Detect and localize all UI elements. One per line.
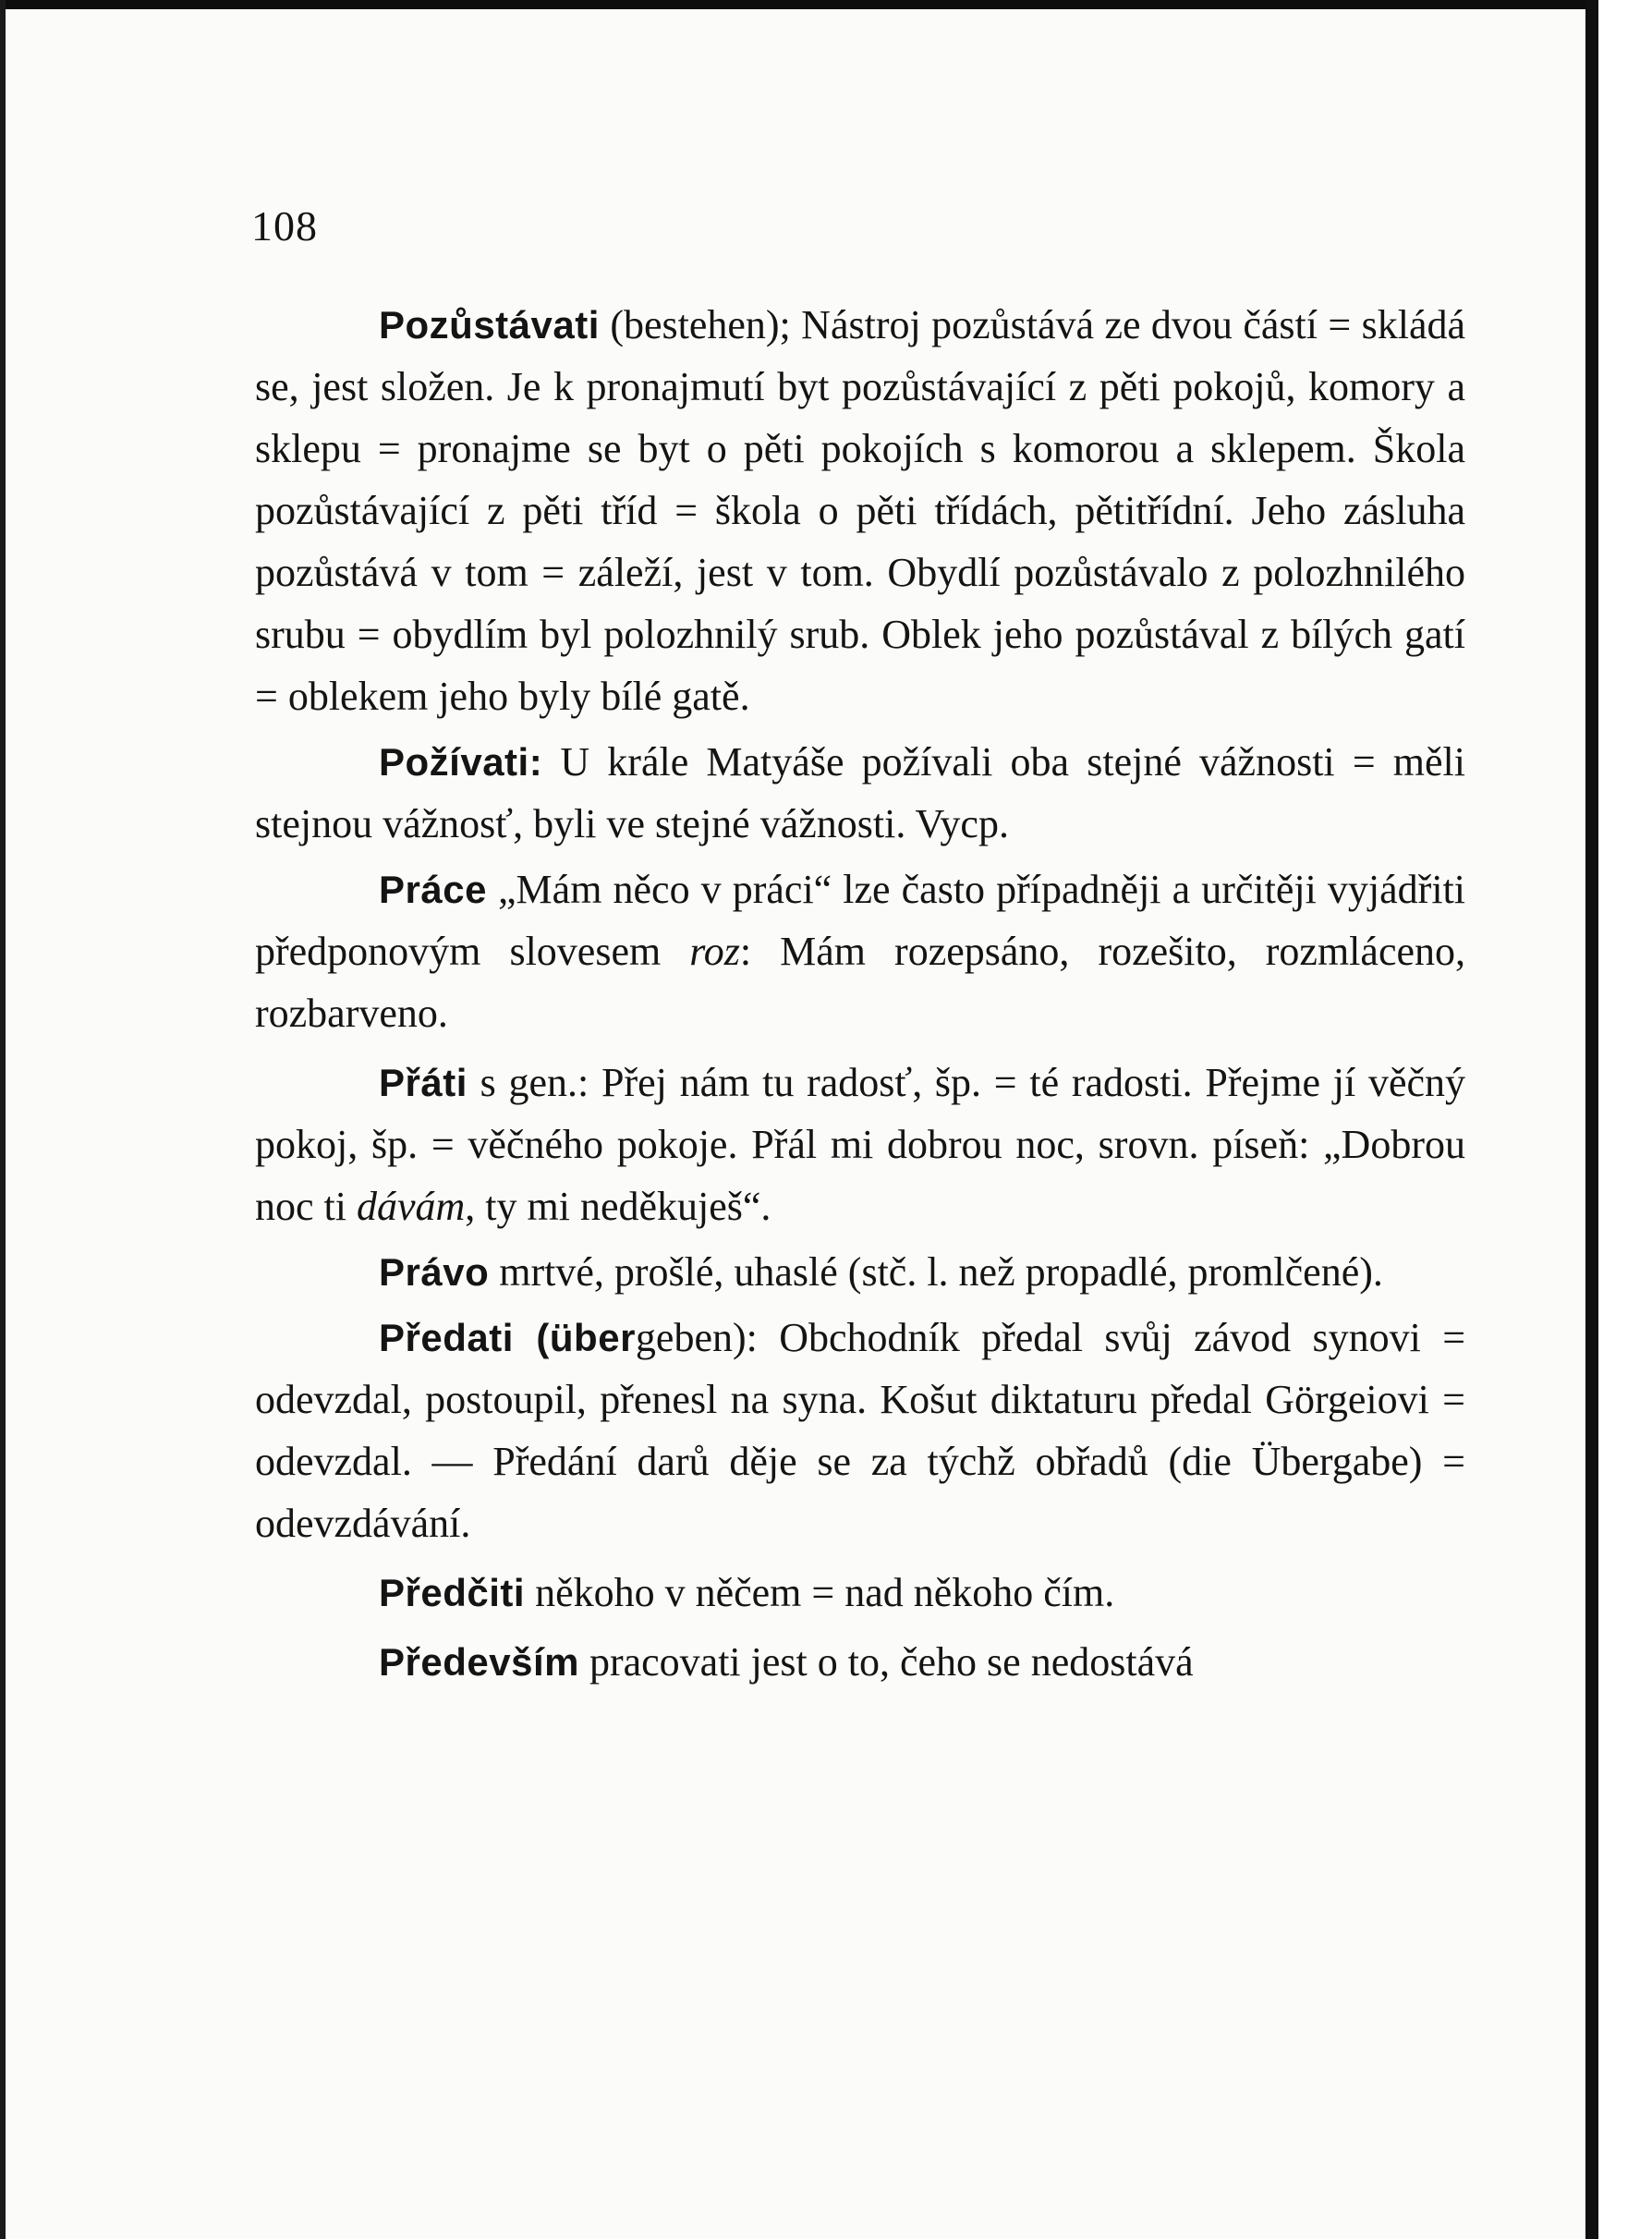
entry-headword: Požívati:	[379, 740, 543, 784]
entry-predciti	[255, 1562, 1465, 1624]
scan-margin-right	[1598, 0, 1652, 2239]
entry-text: s gen.: Přej nám tu radosť, šp. = té radosti. Přejme jí věčný pokoj, šp. = věčného pokoje. Přál mi dobrou noc, srovn. píseň: „Dobrou noc ti	[255, 1060, 1465, 1229]
entry-text: (bestehen); Nástroj pozůstává ze dvou částí = skládá se, jest složen. Je k pronajmutí byt pozůstávající z pěti pokojů, komory a sklepu = pronajme se byt o pěti pokojích s komorou a sklepem. Škola pozůstávající z pěti tříd = škola o pěti třídách, pětitřídní. Jeho zásluha pozůstává v tom = záleží, jest v tom. Obydlí pozůstávalo z polozhnilého srubu = obydlím byl polozhnilý srub. Oblek jeho pozůstával z bílých gatí = oblekem jeho byly bílé gatě.	[255, 302, 1465, 719]
entry-text: geben): Obchodník předal svůj závod synovi = odevzdal, postoupil, přenesl na syna. Košut diktaturu předal Görgeiovi = odevzdal. — Předání darů děje se za týchž obřadů (die Übergabe) = odevzdávání.	[255, 1315, 1466, 1546]
entry-headword: Přáti	[379, 1061, 468, 1104]
entry-pozustavati	[255, 294, 1465, 727]
entry-text: pracovati jest o to, čeho se nedostává	[578, 1639, 1194, 1685]
dictionary-entries	[255, 294, 1465, 1697]
entry-text: U krále Matyáše požívali oba stejné vážnosti = měli stejnou vážnosť, byli ve stejné vážnosti. Vycp.	[255, 739, 1465, 846]
entry-headword: Právo	[379, 1250, 490, 1294]
entry-italic: dávám	[356, 1184, 466, 1229]
entry-text-continued: : Mám rozepsáno, rozešito, rozmláceno, rozbarveno.	[255, 929, 1465, 1036]
entry-headword: Pozůstávati	[379, 303, 600, 347]
entry-pozivati	[255, 731, 1465, 855]
entry-pravo	[255, 1241, 1465, 1303]
scan-border-right	[1585, 0, 1598, 2239]
entry-text: mrtvé, prošlé, uhaslé (stč. l. než propadlé, promlčené).	[489, 1249, 1383, 1295]
entry-italic: roz	[689, 929, 740, 974]
entry-predati	[255, 1307, 1465, 1554]
scan-border-top	[0, 0, 1652, 9]
scan-border-left	[0, 0, 6, 2239]
entry-predevsim	[255, 1631, 1465, 1693]
entry-headword: Předčiti	[379, 1571, 526, 1614]
entry-headword: Předati (über	[379, 1316, 636, 1359]
entry-headword: Práce	[379, 868, 487, 911]
entry-text: někoho v něčem = nad někoho čím.	[525, 1570, 1115, 1615]
entry-prati	[255, 1052, 1465, 1237]
entry-text: „Mám něco v práci“ lze často případněji a určitěji vyjádřiti předponovým slovesem	[255, 867, 1465, 974]
entry-text-continued: , ty mi neděkuješ“.	[465, 1184, 771, 1229]
page-number: 108	[251, 202, 318, 249]
entry-headword: Především	[379, 1640, 579, 1684]
entry-prace	[255, 858, 1465, 1044]
